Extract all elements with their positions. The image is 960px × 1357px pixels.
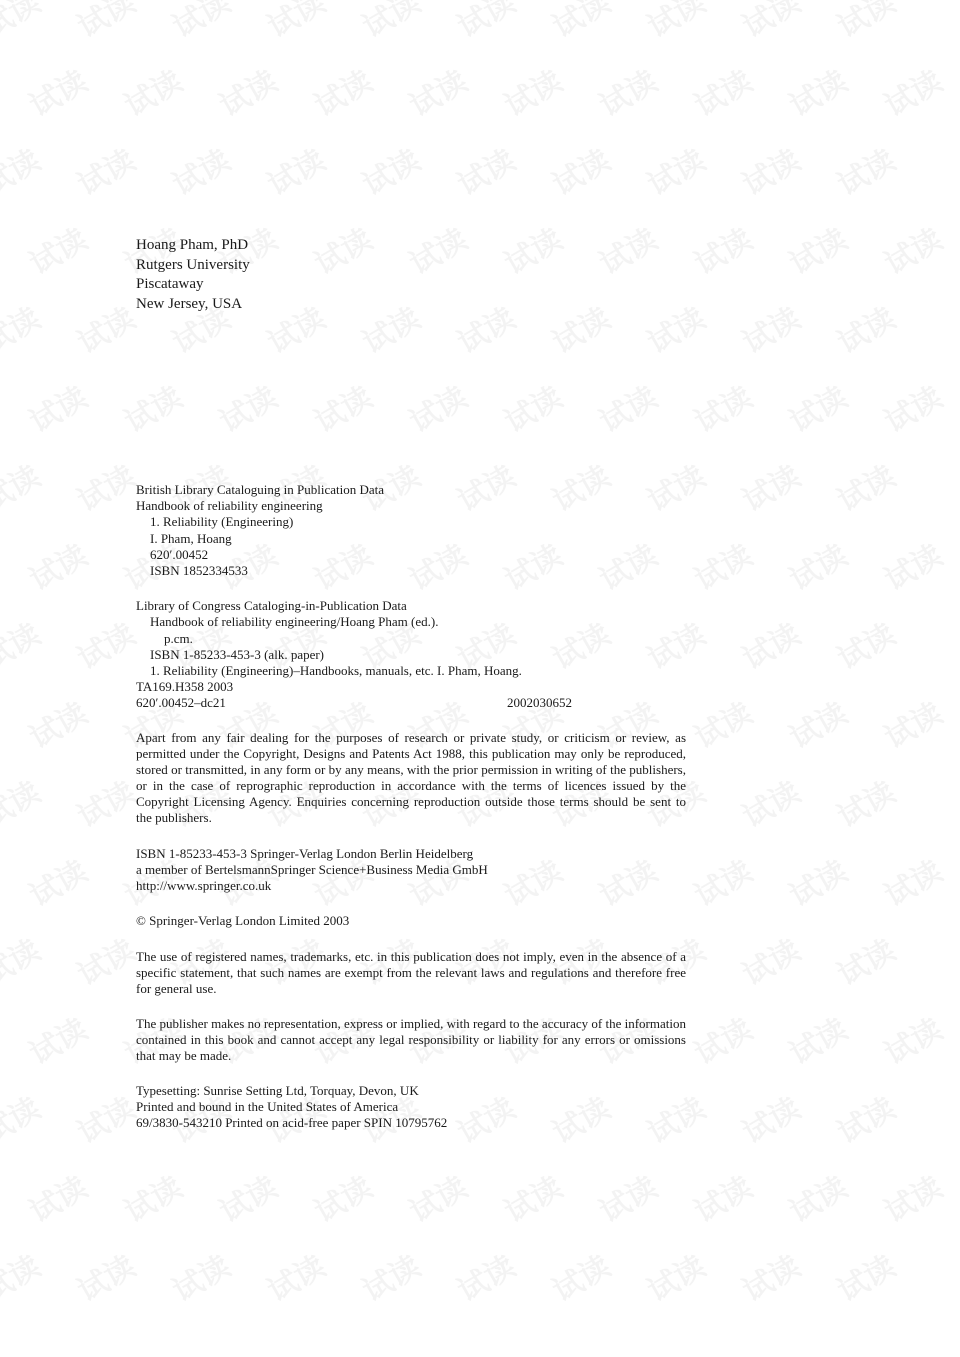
watermark-mark (875, 1163, 949, 1231)
watermark-mark (875, 531, 949, 599)
publisher-member: a member of BertelsmannSpringer Science+Business Media GmbH (136, 862, 488, 877)
watermark-mark (828, 768, 902, 836)
liability-notice: The publisher makes no representation, express or implied, with regard to the accuracy of the information contained in this book and cannot accept any legal responsibility or liability for any errors or omissions that may be made. (136, 1016, 686, 1063)
watermark-mark (733, 452, 807, 520)
watermark-mark (0, 1084, 47, 1152)
loc-class-number: 620′.00452–dc21 (136, 695, 226, 711)
watermark-mark (163, 136, 237, 204)
watermark-mark (68, 1084, 142, 1152)
watermark-mark (590, 57, 664, 125)
watermark-mark (495, 1163, 569, 1231)
watermark-mark (780, 57, 854, 125)
watermark-mark (115, 373, 189, 441)
watermark-mark (20, 847, 94, 915)
publisher-block (136, 846, 686, 894)
watermark-mark (685, 1163, 759, 1231)
watermark-mark (828, 1242, 902, 1310)
watermark-mark (733, 1242, 807, 1310)
watermark-mark (638, 136, 712, 204)
watermark-mark (20, 373, 94, 441)
watermark-mark (20, 1005, 94, 1073)
watermark-mark (780, 847, 854, 915)
author-affiliation: Rutgers University (136, 256, 250, 273)
watermark-mark (685, 373, 759, 441)
watermark-mark (875, 373, 949, 441)
bl-heading: British Library Cataloguing in Publication Data (136, 482, 385, 497)
copyright-line: © Springer-Verlag London Limited 2003 (136, 913, 350, 928)
watermark-mark (68, 136, 142, 204)
watermark-mark (448, 136, 522, 204)
watermark-mark (828, 294, 902, 362)
watermark-mark (258, 0, 332, 46)
loc-class-row (136, 695, 572, 711)
watermark-mark (543, 294, 617, 362)
watermark-mark (733, 0, 807, 46)
watermark-mark (685, 215, 759, 283)
author-state: New Jersey, USA (136, 295, 243, 312)
watermark-mark (68, 768, 142, 836)
watermark-mark (543, 0, 617, 46)
watermark-mark (258, 136, 332, 204)
watermark-mark (68, 926, 142, 994)
watermark-mark (638, 1242, 712, 1310)
watermark-mark (20, 1163, 94, 1231)
watermark-mark (638, 294, 712, 362)
watermark-mark (68, 1242, 142, 1310)
watermark-mark (828, 136, 902, 204)
spin-line: 69/3830-543210 Printed on acid-free paper SPIN 10795762 (136, 1115, 448, 1130)
watermark-mark (543, 1242, 617, 1310)
watermark-mark (0, 926, 47, 994)
loc-pages: p.cm. (164, 630, 193, 646)
watermark-mark (685, 847, 759, 915)
watermark-mark (0, 452, 47, 520)
watermark-mark (20, 689, 94, 757)
author-name: Hoang Pham, PhD (136, 237, 249, 253)
watermark-mark (68, 0, 142, 46)
watermark-mark (68, 610, 142, 678)
loc-heading: Library of Congress Cataloging-in-Publication Data (136, 598, 407, 614)
watermark-mark (210, 1163, 284, 1231)
watermark-mark (733, 1084, 807, 1152)
watermark-mark (20, 57, 94, 125)
watermark-mark (685, 689, 759, 757)
watermark-mark (353, 0, 427, 46)
printed-line: Printed and bound in the United States of America (136, 1099, 399, 1114)
watermark-mark (400, 215, 474, 283)
cataloguing-block (136, 482, 686, 712)
watermark-mark (210, 57, 284, 125)
watermark-mark (590, 373, 664, 441)
watermark-mark (780, 531, 854, 599)
watermark-mark (875, 689, 949, 757)
watermark-mark (828, 926, 902, 994)
bl-editor: I. Pham, Hoang (150, 530, 232, 546)
watermark-mark (400, 57, 474, 125)
publisher-isbn: ISBN 1-85233-453-3 Springer-Verlag London Berlin Heidelberg (136, 846, 474, 861)
author-block (136, 236, 250, 314)
watermark-mark (733, 294, 807, 362)
bl-subject: 1. Reliability (Engineering) (150, 514, 294, 530)
watermark-mark (68, 452, 142, 520)
loc-subject: 1. Reliability (Engineering)–Handbooks, manuals, etc. I. Pham, Hoang. (150, 663, 522, 679)
watermark-mark (828, 0, 902, 46)
trademark-notice: The use of registered names, trademarks, etc. in this publication does not imply, even in the absence of a specific statement, that such names are exempt from the relevant laws and regulations and therefore free for general use. (136, 949, 686, 996)
watermark-mark (0, 294, 47, 362)
loc-call-number: TA169.H358 2003 (136, 679, 234, 695)
watermark-mark (590, 1163, 664, 1231)
watermark-mark (448, 0, 522, 46)
watermark-mark (780, 1163, 854, 1231)
watermark-mark (733, 610, 807, 678)
watermark-mark (210, 373, 284, 441)
watermark-mark (258, 1242, 332, 1310)
watermark-mark (448, 294, 522, 362)
publisher-url: http://www.springer.co.uk (136, 878, 272, 893)
watermark-mark (68, 294, 142, 362)
watermark-mark (828, 610, 902, 678)
watermark-mark (590, 215, 664, 283)
watermark-mark (875, 57, 949, 125)
bl-title: Handbook of reliability engineering (136, 498, 323, 514)
watermark-mark (685, 531, 759, 599)
watermark-mark (828, 1084, 902, 1152)
watermark-mark (685, 57, 759, 125)
watermark-mark (400, 1163, 474, 1231)
bl-class-number: 620′.00452 (150, 546, 209, 562)
watermark-mark (0, 1242, 47, 1310)
watermark-mark (0, 610, 47, 678)
watermark-mark (495, 215, 569, 283)
bl-isbn: ISBN 1852334533 (150, 563, 248, 579)
watermark-mark (685, 1005, 759, 1073)
watermark-mark (448, 1242, 522, 1310)
watermark-mark (0, 136, 47, 204)
watermark-mark (305, 373, 379, 441)
watermark-mark (400, 373, 474, 441)
loc-isbn: ISBN 1-85233-453-3 (alk. paper) (150, 646, 325, 662)
watermark-mark (115, 1163, 189, 1231)
watermark-mark (258, 294, 332, 362)
watermark-mark (0, 0, 47, 46)
copyright-notice: Apart from any fair dealing for the purposes of research or private study, or criticism or review, as permitted under the Copyright, Designs and Patents Act 1988, this publication may only be reproduced, stored or transmitted, in any form or by any means, with the prior permission in writing of the publishers, or in the case of reprographic reproduction in accordance with the terms of licences issued by the Copyright Licensing Agency. Enquiries concerning reproduction outside those terms should be sent to the publishers. (136, 730, 686, 825)
watermark-mark (20, 531, 94, 599)
watermark-mark (875, 215, 949, 283)
watermark-mark (875, 1005, 949, 1073)
watermark-mark (875, 847, 949, 915)
watermark-mark (828, 452, 902, 520)
watermark-mark (495, 373, 569, 441)
watermark-mark (495, 57, 569, 125)
watermark-mark (163, 1242, 237, 1310)
watermark-mark (733, 768, 807, 836)
watermark-mark (305, 57, 379, 125)
watermark-mark (353, 294, 427, 362)
loc-lccn: 2002030652 (507, 695, 572, 711)
watermark-mark (305, 215, 379, 283)
loc-title: Handbook of reliability engineering/Hoang Pham (ed.). (150, 614, 439, 630)
watermark-mark (353, 1242, 427, 1310)
watermark-mark (638, 0, 712, 46)
watermark-mark (780, 215, 854, 283)
watermark-mark (305, 1163, 379, 1231)
watermark-mark (733, 926, 807, 994)
watermark-mark (353, 136, 427, 204)
watermark-mark (0, 768, 47, 836)
author-city: Piscataway (136, 276, 204, 292)
watermark-mark (115, 57, 189, 125)
watermark-mark (20, 215, 94, 283)
watermark-mark (543, 136, 617, 204)
watermark-mark (163, 0, 237, 46)
typesetting-line: Typesetting: Sunrise Setting Ltd, Torquay, Devon, UK (136, 1083, 419, 1098)
watermark-mark (780, 689, 854, 757)
watermark-mark (780, 1005, 854, 1073)
production-block (136, 1083, 686, 1131)
watermark-mark (733, 136, 807, 204)
watermark-mark (780, 373, 854, 441)
